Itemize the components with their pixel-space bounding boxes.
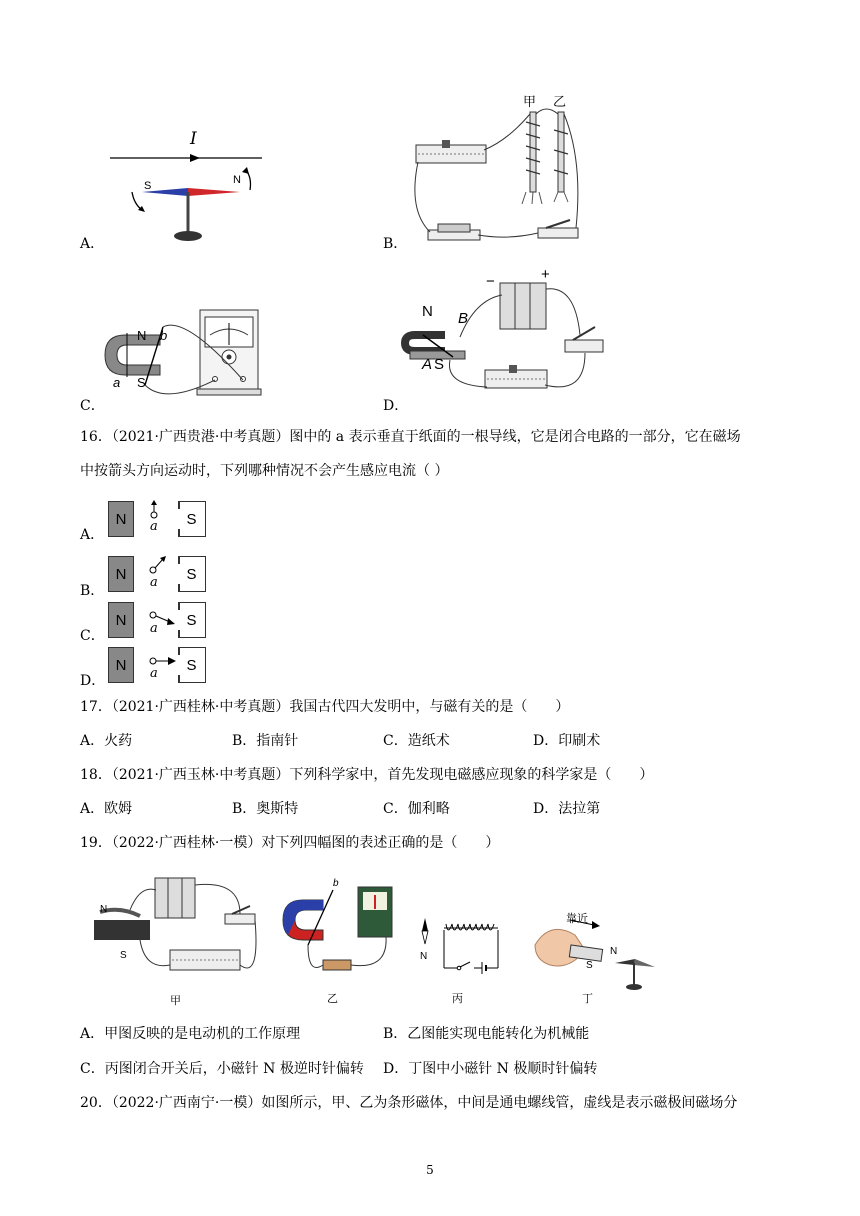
q17-option-d: D．印刷术 — [533, 733, 601, 749]
n-pole-label: N — [115, 656, 127, 674]
wire-arrow-up — [148, 500, 162, 520]
q16-option-d-label: D． — [80, 673, 106, 689]
q19-option-b: B．乙图能实现电能转化为机械能 — [383, 1026, 590, 1042]
figure-jia-label: 甲 — [170, 995, 181, 1007]
n-pole-label: N — [420, 951, 428, 962]
q16-option-c-label: C． — [80, 628, 105, 644]
wire-arrow-diagonal — [148, 555, 168, 575]
figure-bing-label: 丙 — [452, 993, 463, 1005]
s-pole-label: S — [137, 375, 146, 390]
q19-option-a: A．甲图反映的是电动机的工作原理 — [80, 1026, 301, 1042]
option-d-label: D． — [383, 398, 409, 414]
q18-option-b: B．奥斯特 — [232, 801, 299, 817]
q18-option-a: A．欧姆 — [80, 801, 133, 817]
n-pole-label: N — [422, 303, 433, 320]
n-pole-label: N — [115, 510, 127, 528]
s-pole-label: S — [186, 656, 197, 674]
s-pole-label: S — [144, 180, 152, 192]
s-pole-label: S — [120, 950, 127, 961]
n-pole-label: N — [115, 565, 127, 583]
point-b-label: B — [458, 310, 469, 327]
wire-a-label: a — [150, 621, 158, 636]
option-c-label: C． — [80, 398, 105, 414]
figure-ding-label: 丁 — [582, 993, 593, 1005]
option-b-label: B． — [383, 236, 408, 252]
plus-terminal-label: + — [541, 266, 550, 283]
q18-option-c: C．伽利略 — [383, 801, 450, 817]
question-16-stem-line2: 中按箭头方向运动时，下列哪种情况不会产生感应电流（ ） — [80, 463, 449, 479]
minus-terminal-label: − — [486, 273, 495, 290]
s-pole-label: S — [586, 960, 593, 971]
question-16-stem-line1: 16．（2021·广西贵港·中考真题）图中的 a 表示垂直于纸面的一根导线，它是闭合电路的一部分，它在磁场 — [80, 429, 741, 445]
q17-option-a: A．火药 — [80, 733, 133, 749]
question-19-stem: 19．（2022·广西桂林·一模）对下列四幅图的表述正确的是（ ） — [80, 835, 500, 851]
option-a-label: A． — [80, 236, 105, 252]
question-17-stem: 17．（2021·广西桂林·中考真题）我国古代四大发明中，与磁有关的是（ ） — [80, 699, 570, 715]
question-18-stem: 18．（2021·广西玉林·中考真题）下列科学家中，首先发现电磁感应现象的科学家是（ ） — [80, 767, 654, 783]
n-pole-label: N — [137, 328, 147, 343]
wire-a-label: a — [150, 519, 158, 534]
figure-jia-motor — [90, 870, 270, 995]
figure-yi-label: 乙 — [327, 993, 338, 1005]
figure-yi-generator — [278, 885, 408, 980]
figure-bing-solenoid — [418, 918, 508, 978]
figure-generator-galvanometer — [105, 305, 275, 405]
figure-motor-circuit — [405, 275, 645, 410]
q17-option-c: C．造纸术 — [383, 733, 450, 749]
q16-option-a-label: A． — [80, 527, 105, 543]
s-pole-label: S — [186, 565, 197, 583]
current-label: I — [190, 129, 197, 149]
n-pole-label: N — [100, 904, 108, 915]
wire-b-label: b — [333, 878, 339, 889]
figure-electromagnets-circuit — [408, 100, 598, 245]
point-a-label: A — [422, 356, 433, 373]
wire-a-label: a — [150, 666, 158, 681]
n-pole-label: N — [233, 174, 241, 186]
q18-option-d: D．法拉第 — [533, 801, 601, 817]
q19-option-d: D．丁图中小磁针 N 极顺时针偏转 — [383, 1061, 598, 1077]
wire-a-label: a — [113, 375, 121, 390]
n-pole-label: N — [115, 611, 127, 629]
jia-label: 甲 — [523, 94, 537, 109]
s-pole-label: S — [186, 611, 197, 629]
yi-label: 乙 — [553, 94, 567, 109]
q16-option-b-label: B． — [80, 583, 105, 599]
n-pole-label: N — [610, 946, 618, 957]
s-pole-label: S — [434, 356, 445, 373]
s-pole-label: S — [186, 510, 197, 528]
q17-option-b: B．指南针 — [232, 733, 299, 749]
page-number: 5 — [426, 1163, 434, 1177]
approach-label: 靠近 — [566, 913, 588, 925]
wire-b-label: b — [160, 328, 168, 343]
figure-ding-hand-magnet — [530, 915, 665, 995]
question-20-stem: 20．（2022·广西南宁·一模）如图所示，甲、乙为条形磁体，中间是通电螺线管，虚线是表示磁极间磁场分 — [80, 1095, 738, 1111]
q19-option-c: C．丙图闭合开关后，小磁针 N 极逆时针偏转 — [80, 1061, 364, 1077]
wire-a-label: a — [150, 575, 158, 590]
